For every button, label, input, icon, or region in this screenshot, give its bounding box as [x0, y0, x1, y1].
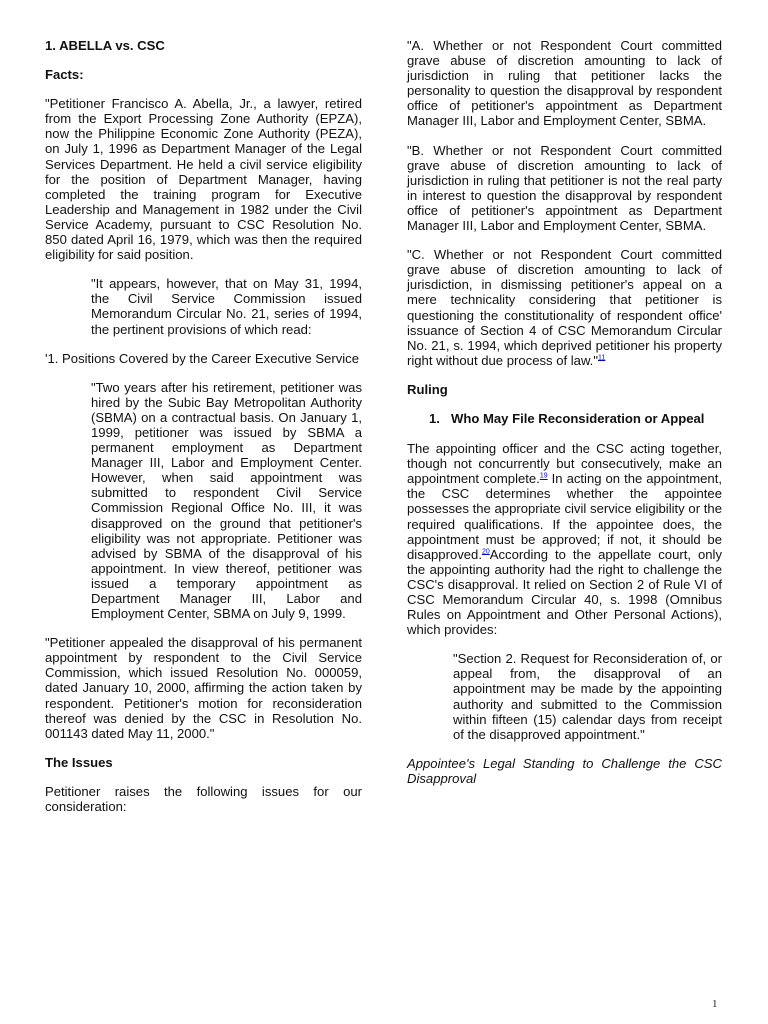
ruling-subheading-text: Who May File Reconsideration or Appeal: [451, 410, 705, 426]
issue-c: [407, 247, 722, 368]
left-column: [45, 38, 362, 828]
right-column: [407, 38, 722, 800]
page-number: 1: [712, 998, 718, 1010]
issue-c-text: "C. Whether or not Respondent Court committed grave abuse of discretion amounting to lack of jurisdiction, in dismissing petitioner's appeal on a mere technicality considering that petitioner is questioning the constitutionality of respondent office' issuance of Section 4 of CSC Memorandum Circular No. 21, s. 1994, which deprived petitioner his property right without due process of law.": [407, 247, 722, 368]
ruling-text-b: In acting on the appointment, the CSC determines whether the appointee possesses the appropriate civil service eligibility or the required qualifications. If the appointee does, the appointment must be approved; if not, it should be disapproved.: [407, 471, 722, 562]
section-2-quote: "Section 2. Request for Reconsideration of, or appeal from, the disapproval of an appointment may be made by the appointing authority and submitted to the Commission within fifteen (15) calendar days from receipt of the disapproved appointment.": [453, 651, 722, 742]
footnote-link-11[interactable]: 11: [597, 354, 606, 362]
ruling-subheading-number: 1.: [429, 410, 440, 426]
issue-b: "B. Whether or not Respondent Court committed grave abuse of discretion amounting to lack of jurisdiction in ruling that petitioner is not the real party in interest to question the disapproval by respondent office of petitioner's appointment as Department Manager III, Labor and Employment Center, SBMA.: [407, 142, 722, 234]
facts-paragraph-1: "Petitioner Francisco A. Abella, Jr., a lawyer, retired from the Export Processing Zone Authority (EPZA), now the Philippine Economic Zone Authority (PEZA), on July 1, 1996 as Department Manager of the Legal Services Department. He held a civil service eligibility for the position of Department Manager, having completed the training program for Executive Leadership and Management in 1982 under the Civil Service Academy, pursuant to CSC Resolution No. 850 dated April 16, 1979, which was then the required eligibility for said position.: [45, 96, 362, 263]
ruling-text-a: The appointing officer and the CSC acting together, though not concurrently but consecutively, make an appointment complete.: [407, 441, 722, 487]
ruling-subheading: [429, 411, 722, 426]
ruling-heading: Ruling: [407, 381, 448, 397]
footnote-link-19[interactable]: 19: [539, 472, 548, 480]
appointee-standing-heading: Appointee's Legal Standing to Challenge the CSC Disapproval: [407, 755, 722, 786]
facts-paragraph-appeal: "Petitioner appealed the disapproval of his permanent appointment by respondent to the Civil Service Commission, which issued Resolution No. 000059, dated January 10, 2000, affirming the action taken by respondent. Petitioner's motion for reconsideration thereof was denied by the CSC in Resolution No. 001143 dated May 11, 2000.": [45, 635, 362, 741]
case-title: 1. ABELLA vs. CSC: [45, 38, 165, 53]
ruling-paragraph: [407, 441, 722, 637]
issue-a: "A. Whether or not Respondent Court committed grave abuse of discretion amounting to lack of jurisdiction in ruling that petitioner lacks the personality to question the disapproval by respondent office of petitioner's appointment as Department Manager III, Labor and Employment Center, SBMA.: [407, 38, 722, 129]
ruling-text-c: According to the appellate court, only the appointing authority had the right to challenge the CSC's disapproval. It relied on Section 2 of Rule VI of CSC Memorandum Circular 40, s. 1998 (Omnibus Rules on Appointment and Other Personal Actions), which provides:: [407, 546, 722, 638]
facts-quote-sbma: "Two years after his retirement, petitioner was hired by the Subic Bay Metropolitan Authority (SBMA) on a contractual basis. On January 1, 1999, petitioner was issued by SBMA a permanent employment as Department Manager III, Labor and Employment Center. However, when said appointment was submitted to respondent Civil Service Commission Regional Office No. III, it was disapproved on the ground that petitioner's eligibility was not appropriate. Petitioner was advised by SBMA of the disapproval of his appointment. In view thereof, petitioner was issued a temporary appointment as Department Manager III, Labor and Employment Center, SBMA on July 9, 1999.: [91, 379, 362, 622]
issues-heading: The Issues: [45, 754, 113, 770]
footnote-link-20[interactable]: 20: [481, 548, 490, 556]
facts-heading: Facts:: [45, 67, 84, 83]
facts-quote-memorandum: "It appears, however, that on May 31, 1994, the Civil Service Commission issued Memorandum Circular No. 21, series of 1994, the pertinent provisions of which read:: [91, 276, 362, 337]
issues-intro: Petitioner raises the following issues for our consideration:: [45, 783, 362, 815]
facts-positions-covered: '1. Positions Covered by the Career Executive Service: [45, 350, 359, 366]
